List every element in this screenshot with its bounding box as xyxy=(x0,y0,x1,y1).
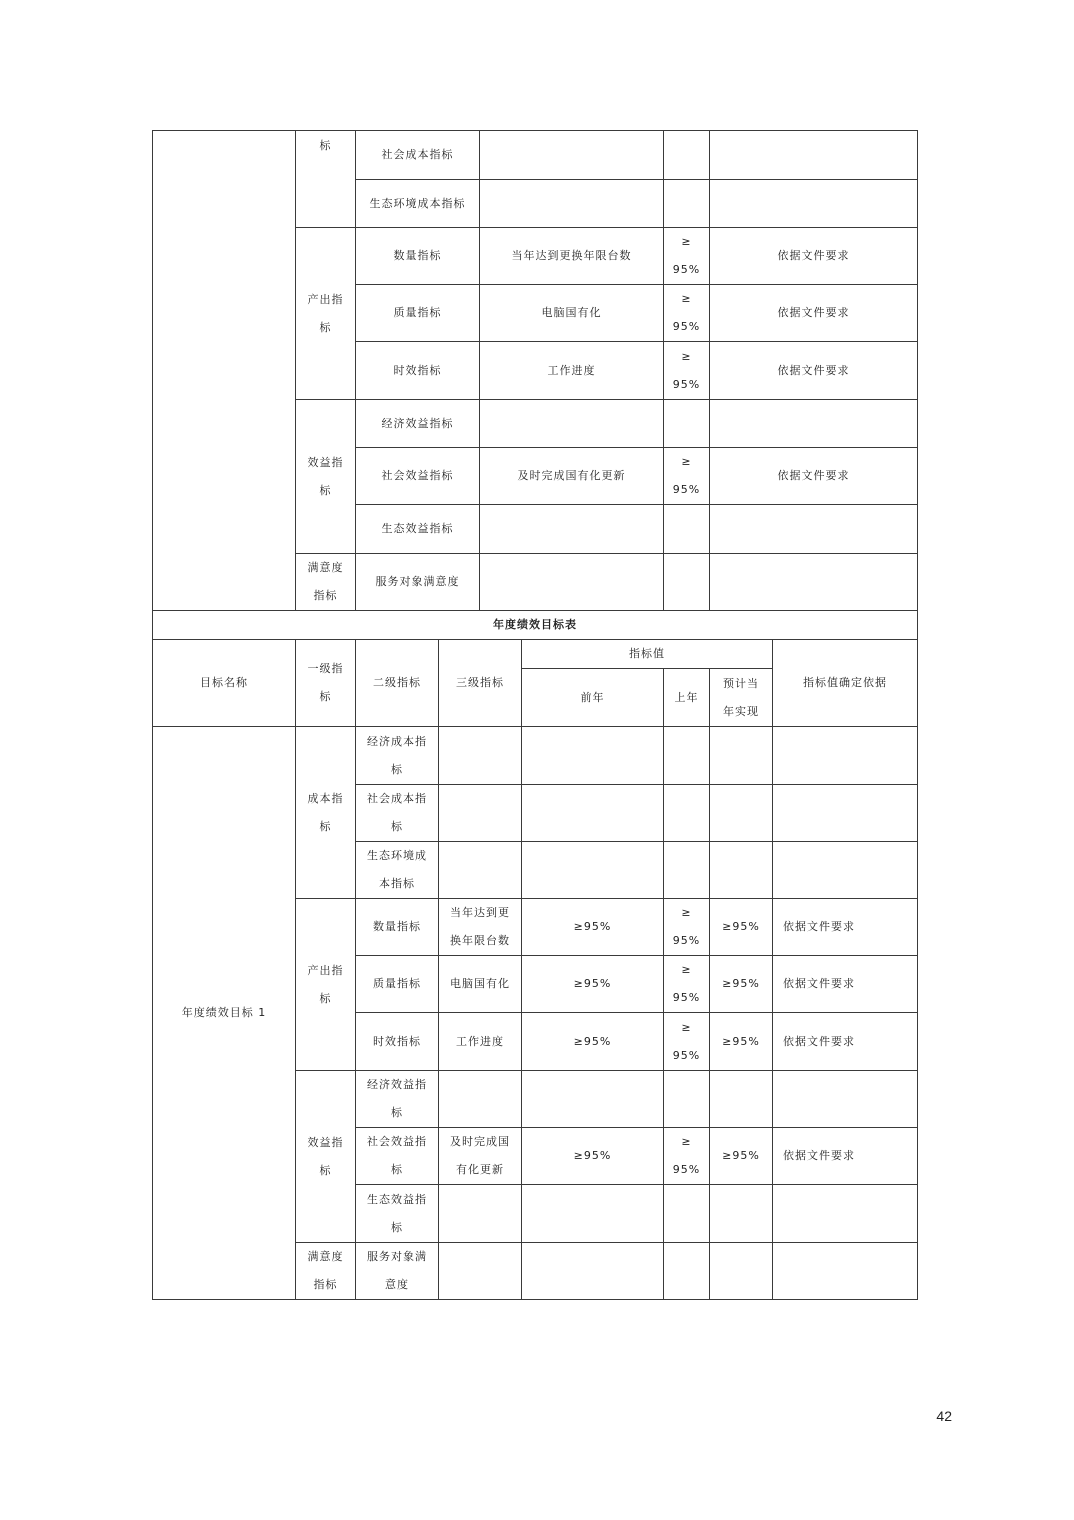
lower-y2-quantity: ≥95% xyxy=(573,920,612,933)
hline xyxy=(152,639,918,640)
lower-level2-econ-benefit: 经济效益指 标 xyxy=(367,1078,427,1119)
upper-level3-social-benefit: 及时完成国有化更新 xyxy=(517,469,626,482)
hline xyxy=(295,1070,918,1071)
page-number: 42 xyxy=(936,1408,952,1424)
lower-level2-satisfaction: 服务对象满 意度 xyxy=(367,1250,427,1291)
hline xyxy=(152,130,918,131)
header-prev-year: 上年 xyxy=(674,690,699,704)
header-basis: 指标值确定依据 xyxy=(803,676,887,689)
upper-level2-eco-cost: 生态环境成本指标 xyxy=(369,196,466,210)
lower-basis-quantity: 依据文件要求 xyxy=(783,920,855,933)
upper-level3-quantity: 当年达到更换年限台数 xyxy=(511,249,632,262)
lower-level1-satisfaction: 满意度 指标 xyxy=(307,1250,344,1291)
lower-level3-quantity: 当年达到更 换年限台数 xyxy=(450,906,510,947)
hline xyxy=(355,1184,918,1185)
lower-level2-quantity: 数量指标 xyxy=(373,920,421,933)
header-goal-name: 目标名称 xyxy=(200,676,248,689)
lower-level2-timeliness: 时效指标 xyxy=(373,1034,421,1048)
upper-value-social-benefit: ≥ 95% xyxy=(672,455,701,496)
lower-level2-econ-cost: 经济成本指 标 xyxy=(367,734,427,776)
vline xyxy=(709,130,710,611)
vline xyxy=(709,668,710,1300)
upper-level2-quantity: 数量指标 xyxy=(393,249,442,262)
lower-level1-cost: 成本指 标 xyxy=(307,791,344,833)
upper-level2-econ-benefit: 经济效益指标 xyxy=(381,416,454,430)
vline xyxy=(355,639,356,1300)
vline xyxy=(152,130,153,611)
lower-level1-benefit: 效益指 标 xyxy=(307,1135,344,1177)
lower-level3-quality: 电脑国有化 xyxy=(450,977,510,990)
section-title: 年度绩效目标表 xyxy=(493,618,577,631)
goal-name: 年度绩效目标 1 xyxy=(181,1006,267,1019)
hline xyxy=(295,898,918,899)
upper-basis-social-benefit: 依据文件要求 xyxy=(777,469,850,482)
lower-y2-timeliness: ≥95% xyxy=(573,1034,612,1048)
lower-basis-social-benefit: 依据文件要求 xyxy=(783,1149,855,1162)
upper-level2-eco-benefit: 生态效益指标 xyxy=(381,522,454,535)
upper-value-timeliness: ≥ 95% xyxy=(672,349,701,391)
lower-level2-social-benefit: 社会效益指 标 xyxy=(367,1135,427,1176)
header-level3: 三级指标 xyxy=(456,676,504,689)
hline xyxy=(355,284,918,285)
upper-level2-social-benefit: 社会效益指标 xyxy=(381,469,454,482)
upper-level3-timeliness: 工作进度 xyxy=(547,363,596,377)
hline xyxy=(295,399,918,400)
hline xyxy=(152,1299,918,1300)
lower-y1-quantity: ≥ 95% xyxy=(672,906,701,947)
lower-level1-output: 产出指 标 xyxy=(307,963,344,1005)
lower-level2-social-cost: 社会成本指 标 xyxy=(367,792,427,833)
hline xyxy=(355,447,918,448)
hline xyxy=(152,726,918,727)
lower-y1-timeliness: ≥ 95% xyxy=(672,1020,701,1062)
upper-level1-benefit: 效益指 标 xyxy=(307,455,344,497)
hline xyxy=(355,504,918,505)
upper-level1-partial: 标 xyxy=(319,139,332,152)
hline xyxy=(355,341,918,342)
vline xyxy=(152,610,153,640)
lower-exp-social-benefit: ≥95% xyxy=(722,1149,760,1162)
hline xyxy=(521,668,773,669)
header-level2: 二级指标 xyxy=(373,676,421,689)
upper-level1-satisfaction: 满意度 指标 xyxy=(307,561,344,602)
upper-value-quantity: ≥ 95% xyxy=(672,235,701,276)
hline xyxy=(355,784,918,785)
hline xyxy=(152,610,918,611)
vline xyxy=(521,639,522,1300)
upper-level1-output: 产出指 标 xyxy=(307,292,344,334)
header-expected: 预计当 年实现 xyxy=(723,676,759,718)
lower-level3-timeliness: 工作进度 xyxy=(456,1034,504,1048)
lower-y2-social-benefit: ≥95% xyxy=(573,1149,612,1162)
hline xyxy=(355,179,918,180)
upper-level3-quality: 电脑国有化 xyxy=(541,306,602,319)
upper-level2-social-cost: 社会成本指标 xyxy=(381,148,454,161)
lower-basis-quality: 依据文件要求 xyxy=(783,977,855,990)
hline xyxy=(355,1012,918,1013)
lower-y2-quality: ≥95% xyxy=(573,977,612,990)
vline xyxy=(295,639,296,1300)
upper-basis-quality: 依据文件要求 xyxy=(777,306,850,319)
lower-level2-quality: 质量指标 xyxy=(373,977,421,990)
hline xyxy=(295,227,918,228)
vline xyxy=(438,639,439,1300)
vline xyxy=(917,130,918,1300)
hline xyxy=(295,553,918,554)
lower-level3-social-benefit: 及时完成国 有化更新 xyxy=(450,1135,510,1176)
header-level1: 一级指 标 xyxy=(307,662,344,703)
upper-basis-timeliness: 依据文件要求 xyxy=(777,363,850,377)
vline xyxy=(663,130,664,611)
vline xyxy=(479,130,480,611)
lower-y1-quality: ≥ 95% xyxy=(672,963,701,1004)
vline xyxy=(152,639,153,1300)
upper-value-quality: ≥ 95% xyxy=(672,292,701,333)
vline xyxy=(355,130,356,611)
hline xyxy=(295,1242,918,1243)
upper-level2-quality: 质量指标 xyxy=(393,306,442,319)
vline xyxy=(772,639,773,1300)
header-prev-year2: 前年 xyxy=(580,690,605,704)
upper-basis-quantity: 依据文件要求 xyxy=(777,249,850,262)
header-indicator-value: 指标值 xyxy=(629,647,665,660)
lower-exp-timeliness: ≥95% xyxy=(722,1034,760,1048)
hline xyxy=(355,1127,918,1128)
hline xyxy=(355,841,918,842)
lower-y1-social-benefit: ≥ 95% xyxy=(672,1135,701,1176)
lower-basis-timeliness: 依据文件要求 xyxy=(783,1034,855,1048)
upper-level2-timeliness: 时效指标 xyxy=(393,363,442,377)
lower-level2-eco-cost: 生态环境成 本指标 xyxy=(367,849,427,890)
hline xyxy=(355,955,918,956)
lower-exp-quality: ≥95% xyxy=(722,977,760,990)
lower-level2-eco-benefit: 生态效益指 标 xyxy=(367,1192,427,1234)
upper-level2-satisfaction: 服务对象满意度 xyxy=(375,575,460,588)
vline xyxy=(295,130,296,611)
lower-exp-quantity: ≥95% xyxy=(722,920,760,933)
vline xyxy=(663,668,664,1300)
